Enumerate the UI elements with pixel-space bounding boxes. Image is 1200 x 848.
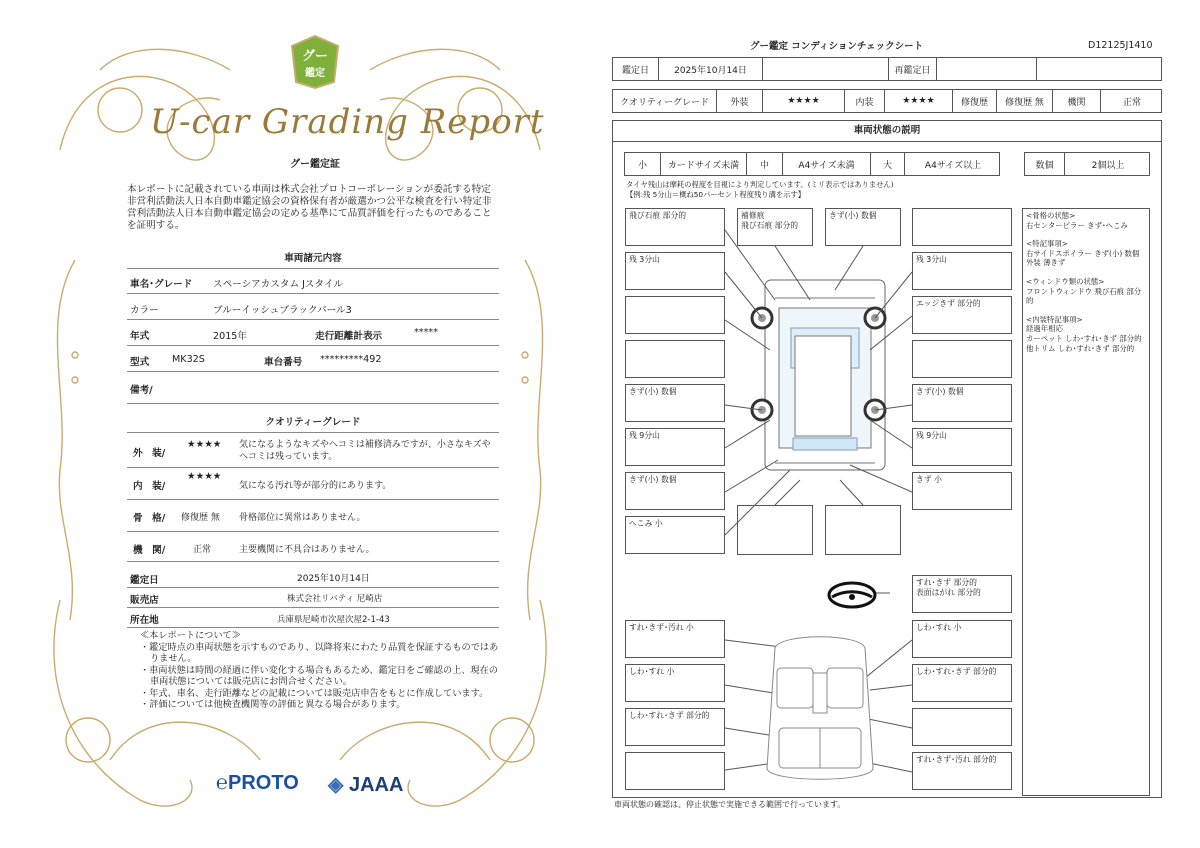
damage-box: 残 9分山: [625, 428, 725, 466]
engine-row: 機 関/ 正常 主要機関に不具合はありません。: [127, 532, 499, 562]
date-value: 2025年10月14日: [297, 574, 370, 584]
jaaa-logo: ◈ JAAA: [328, 774, 404, 796]
damage-box: きず(小) 数個: [825, 208, 901, 246]
model-value: MK32S: [172, 354, 205, 365]
chassis-value: *********492: [320, 354, 382, 365]
model-row: 型式 MK32S 車台番号 *********492: [127, 346, 499, 372]
state-heading: 車両状態の説明: [612, 120, 1162, 142]
interior-box: しわ･すれ･きず 部分的: [625, 708, 725, 746]
condition-check-sheet: [600, 0, 1200, 848]
tire-example: 【例:残 5分山＝概ね50パーセント程度残り溝を示す】: [626, 190, 806, 199]
car-name: スペーシアカスタム Jスタイル: [213, 279, 344, 290]
note-item: ・年式、車名、走行距離などの記載については販売店申告をもとに作成しています。: [140, 687, 489, 699]
steering-note: すれ･きず 部分的 表面はがれ 部分的: [912, 575, 1012, 613]
note-item: ・鑑定時点の車両状態を示すものであり、以降将来にわたり品質を保証するものではありません。: [140, 641, 499, 664]
sheet-date: 2025年10月14日: [659, 58, 763, 80]
svg-text:鑑定: 鑑定: [305, 68, 325, 79]
dealer-value: 株式会社リバティ 尼崎店: [287, 594, 383, 604]
damage-box: 残 3分山: [912, 252, 1012, 290]
exterior-stars: ★★★★: [187, 439, 222, 450]
report-notes: ≪本レポートについて≫ ・鑑定時点の車両状態を示すものであり、以降将来にわたり品質を保証するものではありません。 ・車両状態は時間の経過に伴い変化する場合もあるため、鑑定日をご確認の上、現在の車両状態については販売店にお問合せください。 ・年式、車名、走行距離などの記載については販売店申告をもとに作成しています。 ・評価については他検査機関等の評価と異なる場合があります。: [140, 630, 499, 710]
note-item: ・車両状態は時間の経過に伴い変化する場合もあるため、鑑定日をご確認の上、現在の車両状態については販売店にお問合せください。: [140, 664, 498, 687]
quality-heading: クオリティーグレード: [265, 417, 361, 428]
car-name-row: 車名･グレード スペーシアカスタム Jスタイル: [127, 268, 499, 294]
remarks-row: 備考/: [127, 372, 499, 404]
interior-box: しわ･すれ 小: [625, 664, 725, 702]
color-value: ブルーイッシュブラックパール3: [213, 305, 352, 316]
date-table: 鑑定日 2025年10月14日 再鑑定日: [612, 57, 1162, 81]
proto-logo: ℮PROTO: [216, 772, 299, 794]
interior-box: しわ･すれ･きず 部分的: [912, 664, 1012, 702]
repair-value: 修復歴 無: [997, 90, 1053, 112]
interior-box: すれ･きず･汚れ 小: [625, 620, 725, 658]
interior-box: すれ･きず･汚れ 部分的: [912, 752, 1012, 790]
damage-box: 残 9分山: [912, 428, 1012, 466]
car-interior-diagram: [755, 628, 885, 788]
certificate-text: 本レポートに記載されている車両は株式会社プロトコーポレーションが委託する特定非営利活動法人日本自動車鑑定協会の資格保有者が厳選かつ公平な検査を行い特定非営利活動法人日本自動車鑑定協会の定める基準にて品質評価を行ったものであることを証明する。: [127, 184, 492, 231]
year-value: 2015年: [213, 331, 248, 342]
damage-box: きず(小) 数個: [625, 472, 725, 510]
exterior-row: 外 装/ ★★★★ 気になるようなキズやヘコミは補修済みですが、小さなキズやヘコミは残っています。: [127, 432, 499, 468]
interior-box: [625, 752, 725, 790]
grade-table: クオリティーグレード 外装 ★★★★ 内装 ★★★★ 修復歴 修復歴 無 機関 正常: [612, 89, 1162, 113]
address-row: 所在地 兵庫県尼崎市次屋次屋2-1-43: [127, 608, 499, 628]
dealer-row: 販売店 株式会社リバティ 尼崎店: [127, 588, 499, 608]
interior-stars: ★★★★: [187, 471, 222, 482]
count-legend: 数個 2個以上: [1024, 152, 1150, 176]
frame-row: 骨 格/ 修復歴 無 骨格部位に異常はありません。: [127, 500, 499, 532]
damage-box: 残 3分山: [625, 252, 725, 290]
goo-emblem-icon: [288, 34, 342, 90]
tire-note: タイヤ残山は摩耗の程度を目視により判定しています。(ミリ表示ではありません): [626, 180, 894, 189]
spec-heading: 車両諸元内容: [284, 253, 342, 264]
address-value: 兵庫県尼崎市次屋次屋2-1-43: [277, 615, 390, 625]
ext-stars: ★★★★: [763, 90, 845, 112]
steering-wheel-icon: [826, 580, 878, 610]
color-row: カラー ブルーイッシュブラックパール3: [127, 294, 499, 320]
footer-note: 車両状態の確認は、停止状態で実施できる範囲で行っています。: [614, 800, 846, 809]
size-legend: 小 カードサイズ未満 中 A4サイズ未満 大 A4サイズ以上: [624, 152, 1000, 176]
note-item: ・評価については他検査機関等の評価と異なる場合があります。: [140, 699, 406, 710]
interior-box: [912, 708, 1012, 746]
svg-text:グー: グー: [301, 49, 329, 64]
damage-box: きず(小) 数個: [625, 384, 725, 422]
damage-box: 補修痕 飛び石痕 部分的: [737, 208, 813, 246]
report-title: U-car Grading Report: [150, 102, 545, 142]
date-row: 鑑定日 2025年10月14日: [127, 566, 499, 588]
special-notes-panel: <骨格の状態> 右センターピラー きず･へこみ <特記事項> 右サイドスポイラー きず(小) 数個 外装 薄きず <ウィンドウ類の状態> フロントウィンドウ 飛び石痕 部分的 <内装特記事項> 経過年相応 カーペット しわ･すれ･きず 部分的 他トリム しわ･すれ･きず 部分的: [1022, 208, 1150, 796]
engine-value: 正常: [1122, 97, 1141, 108]
mileage-value: *****: [414, 327, 438, 338]
int-stars: ★★★★: [885, 90, 953, 112]
damage-box: きず(小) 数個: [912, 384, 1012, 422]
damage-box: エッジきず 部分的: [912, 296, 1012, 334]
damage-box: きず 小: [912, 472, 1012, 510]
sheet-id: D12125J1410: [1088, 40, 1153, 51]
sheet-title: グー鑑定 コンディションチェックシート: [750, 41, 924, 52]
damage-box: 飛び石痕 部分的: [625, 208, 725, 246]
certificate-title: グー鑑定証: [290, 159, 340, 170]
interior-row: 内 装/ ★★★★ 気になる汚れ等が部分的にあります。: [127, 468, 499, 500]
interior-box: しわ･すれ 小: [912, 620, 1012, 658]
damage-box: へこみ 小: [625, 516, 725, 554]
year-row: 年式 2015年 走行距離計表示 *****: [127, 320, 499, 346]
